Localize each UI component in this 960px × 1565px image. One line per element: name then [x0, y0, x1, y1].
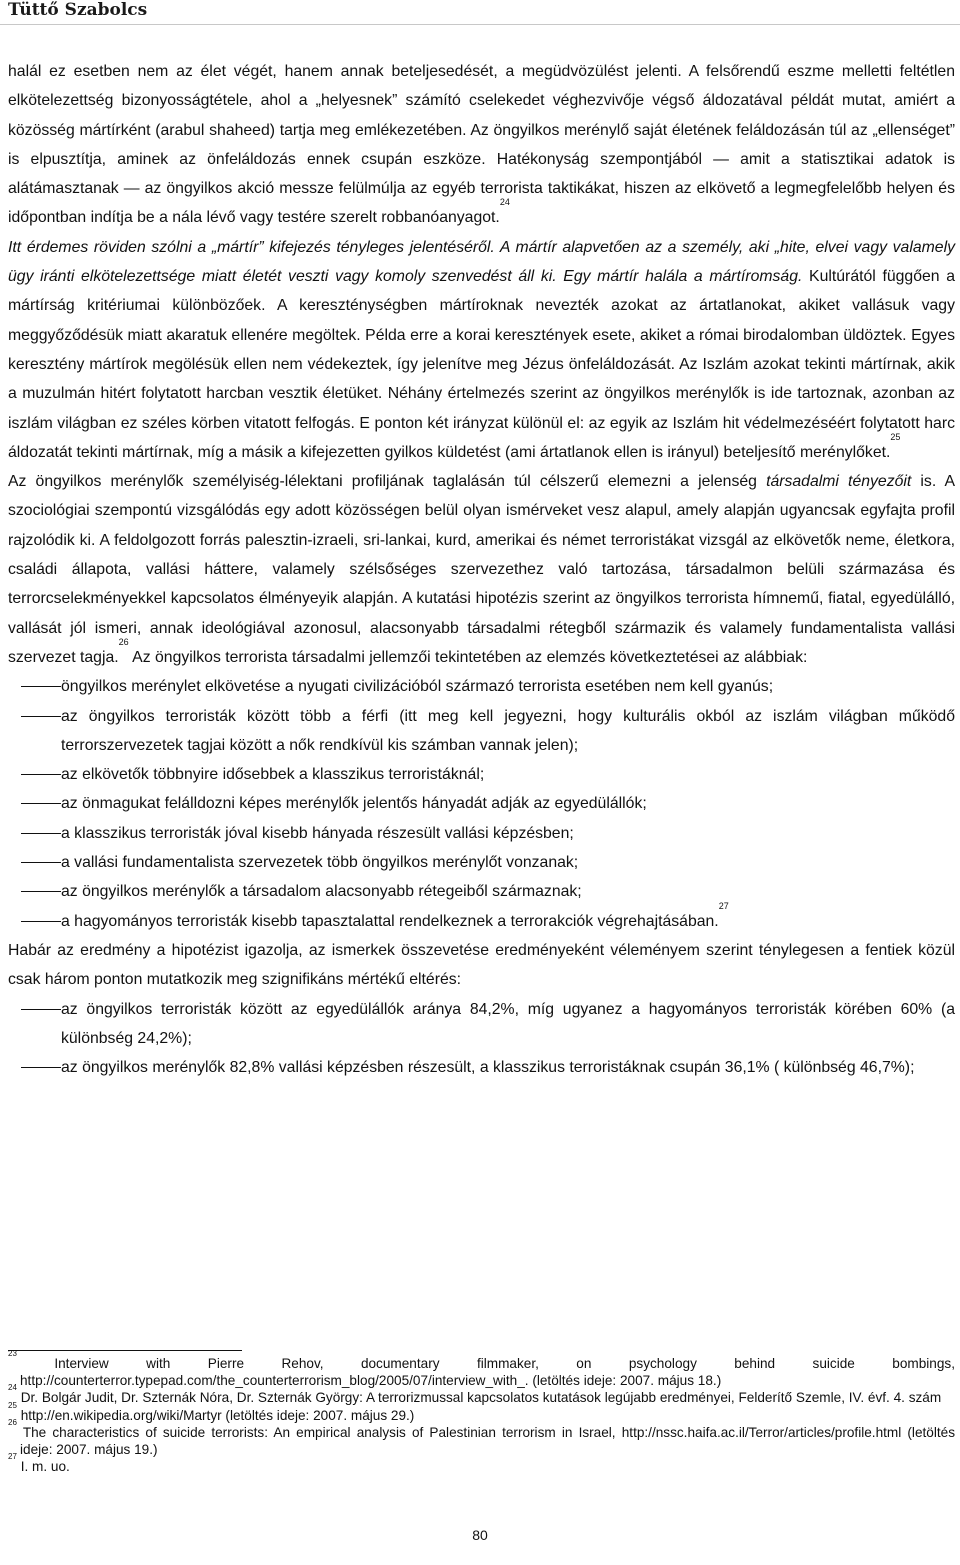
footnote-26: $^{26}$ The characteristics of suicide terrorists: An empirical analysis of Palestinian terrorism in Israel, http://nssc.haifa.ac.il/Terror/articles/profile.html (letöltés ideje: 2007. május 19.)	[8, 1417, 956, 1458]
footnote-24: $^{24}$ Dr. Bolgár Judit, Dr. Szternák Nóra, Dr. Szternák György: A terrorizmussal kapcsolatos kutatások legújabb eredményei, Felderítő Szemle, IV. évf. 4. szám	[8, 1383, 942, 1406]
paragraph-martyrdom-intro: halál ez esetben nem az élet végét, hanem annak beteljesedését, a megüdvözülést jelenti. A felsőrendű eszme melletti feltétlen elkötelezettség bizonyosságtétele, ahol a „helyesnek” számító cselekedet véghezvivője végső áldozatával példát mutat, amiért a közösség mártírként (arabul shaheed) tartja meg emlékezetében. Az öngyilkos merénylő saját életének feláldozásán túl az „ellenséget” is elpusztítja, aminek az önfeláldozás ennek csupán eszköze. Hatékonyság szempontjából — amit a statisztikai adatok is alátámasztanak — az öngyilkos akció messze felülmúlja az egyéb terrorista taktikákat, hiszen az elkövető a legmegfelelőbb helyen és időpontban indítja be a nála lévő vagy testére szerelt robbanóanyagot.$^{24}$	[8, 63, 955, 227]
footnote-ref-26: 26	[118, 636, 129, 647]
list-item: az öngyilkos terroristák között az egyedülállók aránya 84,2%, míg ugyanez a hagyományos terroristák körében 60% (a különbség 24,2%);	[61, 995, 955, 1054]
conclusions-list	[8, 672, 955, 936]
list-item: a klasszikus terroristák jóval kisebb hányada részesült vallási képzésben;	[61, 819, 955, 848]
paragraph-social-factors: Az öngyilkos merénylők személyiség-lélektani profiljának taglalásán túl célszerű elemezni a jelenség társadalmi tényezőit is. A szociológiai szempontú vizsgálódás egy adott közösségen belül olyan ismérveket vesz alapul, amely alapján ugyancsak egyfajta profil rajzolódik ki. A feldolgozott forrás palesztin-izraeli, sri-lankai, kurd, amerikai és német terroristákat vizsgál az elkövetők neme, életkora, családi állapota, vallási háttere, valamely szélsőséges szervezethez való tartozása, társadalmon belüli származása és terrorcselekményekkel kapcsolatos élményeyik alapján. A kutatási hipotézis szerint az öngyilkos terrorista hímnemű, fiatal, egyedülálló, vallását jól ismeri, annak ideológiával azonosul, alacsonyabb társadalmi rétegből származik és valamely fundamentalista vallási szervezet tagja.$^{26}$ Az öngyilkos terrorista társadalmi jellemzői tekintetében az elemzés következtetései az alábbiak:	[8, 473, 956, 666]
differences-list	[8, 995, 955, 1083]
list-item: a hagyományos terroristák kisebb tapasztalattal rendelkeznek a terrorakciók végrehajtásában.$^{27}$	[61, 907, 955, 936]
body-text	[8, 57, 955, 1082]
footnote-separator	[8, 1350, 242, 1351]
list-item: az öngyilkos merénylők 82,8% vallási képzésben részesült, a klasszikus terroristáknak csupán 36,1% ( különbség 46,7%);	[61, 1053, 955, 1082]
list-item: az öngyilkos terroristák között több a férfi (itt meg kell jegyezni, hogy kulturális okból az iszlám világban működő terrorszervezetek tagjai között a nők rendkívül kis számban vannak jelen);	[61, 702, 955, 761]
footnote-ref-25: 25	[890, 431, 901, 442]
paragraph-significant-differences: Habár az eredmény a hipotézist igazolja, az ismerkek összevetése eredményeként véleményem szerint ténylegesen a fentiek közül csak három ponton mutatkozik meg szignifikáns mértékű eltérés:	[8, 941, 955, 989]
list-item: a vallási fundamentalista szervezetek több öngyilkos merénylőt vonzanak;	[61, 848, 955, 877]
footnote-ref-24: 24	[499, 197, 510, 208]
list-item: az önmagukat felálldozni képes merénylők jelentős hányadát adják az egyedülállók;	[61, 789, 955, 818]
footnote-23: $^{23}$ Interview with Pierre Rehov, documentary filmmaker, on psychology behind suicide bombings, http://counterterror.typepad.com/the_counterterrorism_blog/2005/07/interview_with_. (letöltés ideje: 2007. május 18.)	[8, 1349, 955, 1389]
list-item: öngyilkos merénylet elkövetése a nyugati civilizációból származó terrorista esetében nem kell gyanús;	[61, 672, 955, 701]
footnotes	[8, 1349, 956, 1475]
list-item: az elkövetők többnyire idősebbek a klasszikus terroristáknál;	[61, 760, 955, 789]
paragraph-martyr-definition: Itt érdemes röviden szólni a „mártír” kifejezés tényleges jelentéséről. A mártír alapvetően az a személy, aki „hite, elvei vagy valamely ügy iránti elkötelezettsége miatt életét veszti vagy komoly szenvedést áll ki. Egy mártír halála a mártíromság. Kultúrától függően a mártírság kritériumai különbözőek. A kereszténységben mártíroknak nevezték azokat az ártatlanokat, akiket vallásuk vagy meggyőződésük miatt akaratuk ellenére megöltek. Példa erre a korai keresztények esete, akiket a római birodalomban üldöztek. Egyes keresztény mártírok megölésük ellen nem védekeztek, így jelenítve meg Jézus önfeláldozását. Az Iszlám azokat tekinti mártírnak, akik a muzulmán hitért folytatott harcban vesztik életüket. Néhány értelmezés szerint az öngyilkos merénylők is ide tartoznak, azonban az iszlám világban ez széles körben vitatott felfogás. E ponton két irányzat különül el: az egyik az Iszlám hit védelmezéséért folytatott harc áldozatát tekinti mártírnak, míg a másik a kifejezetten gyilkos küldetést (ami ártatlanok ellen is irányul) beteljesítő merénylőket.$^{25}$	[8, 238, 955, 461]
footnote-25: $^{25}$ http://en.wikipedia.org/wiki/Martyr (letöltés ideje: 2007. május 29.)	[8, 1400, 415, 1423]
footnote-ref-27: 27	[718, 900, 729, 911]
page-number: 80	[472, 1527, 488, 1543]
header-author: Tüttő Szabolcs	[8, 0, 148, 20]
footnote-27: $^{27}$ I. m. uo.	[8, 1452, 70, 1475]
running-header	[0, 0, 960, 25]
list-item: az öngyilkos merénylők a társadalom alacsonyabb rétegeiből származnak;	[61, 877, 955, 906]
